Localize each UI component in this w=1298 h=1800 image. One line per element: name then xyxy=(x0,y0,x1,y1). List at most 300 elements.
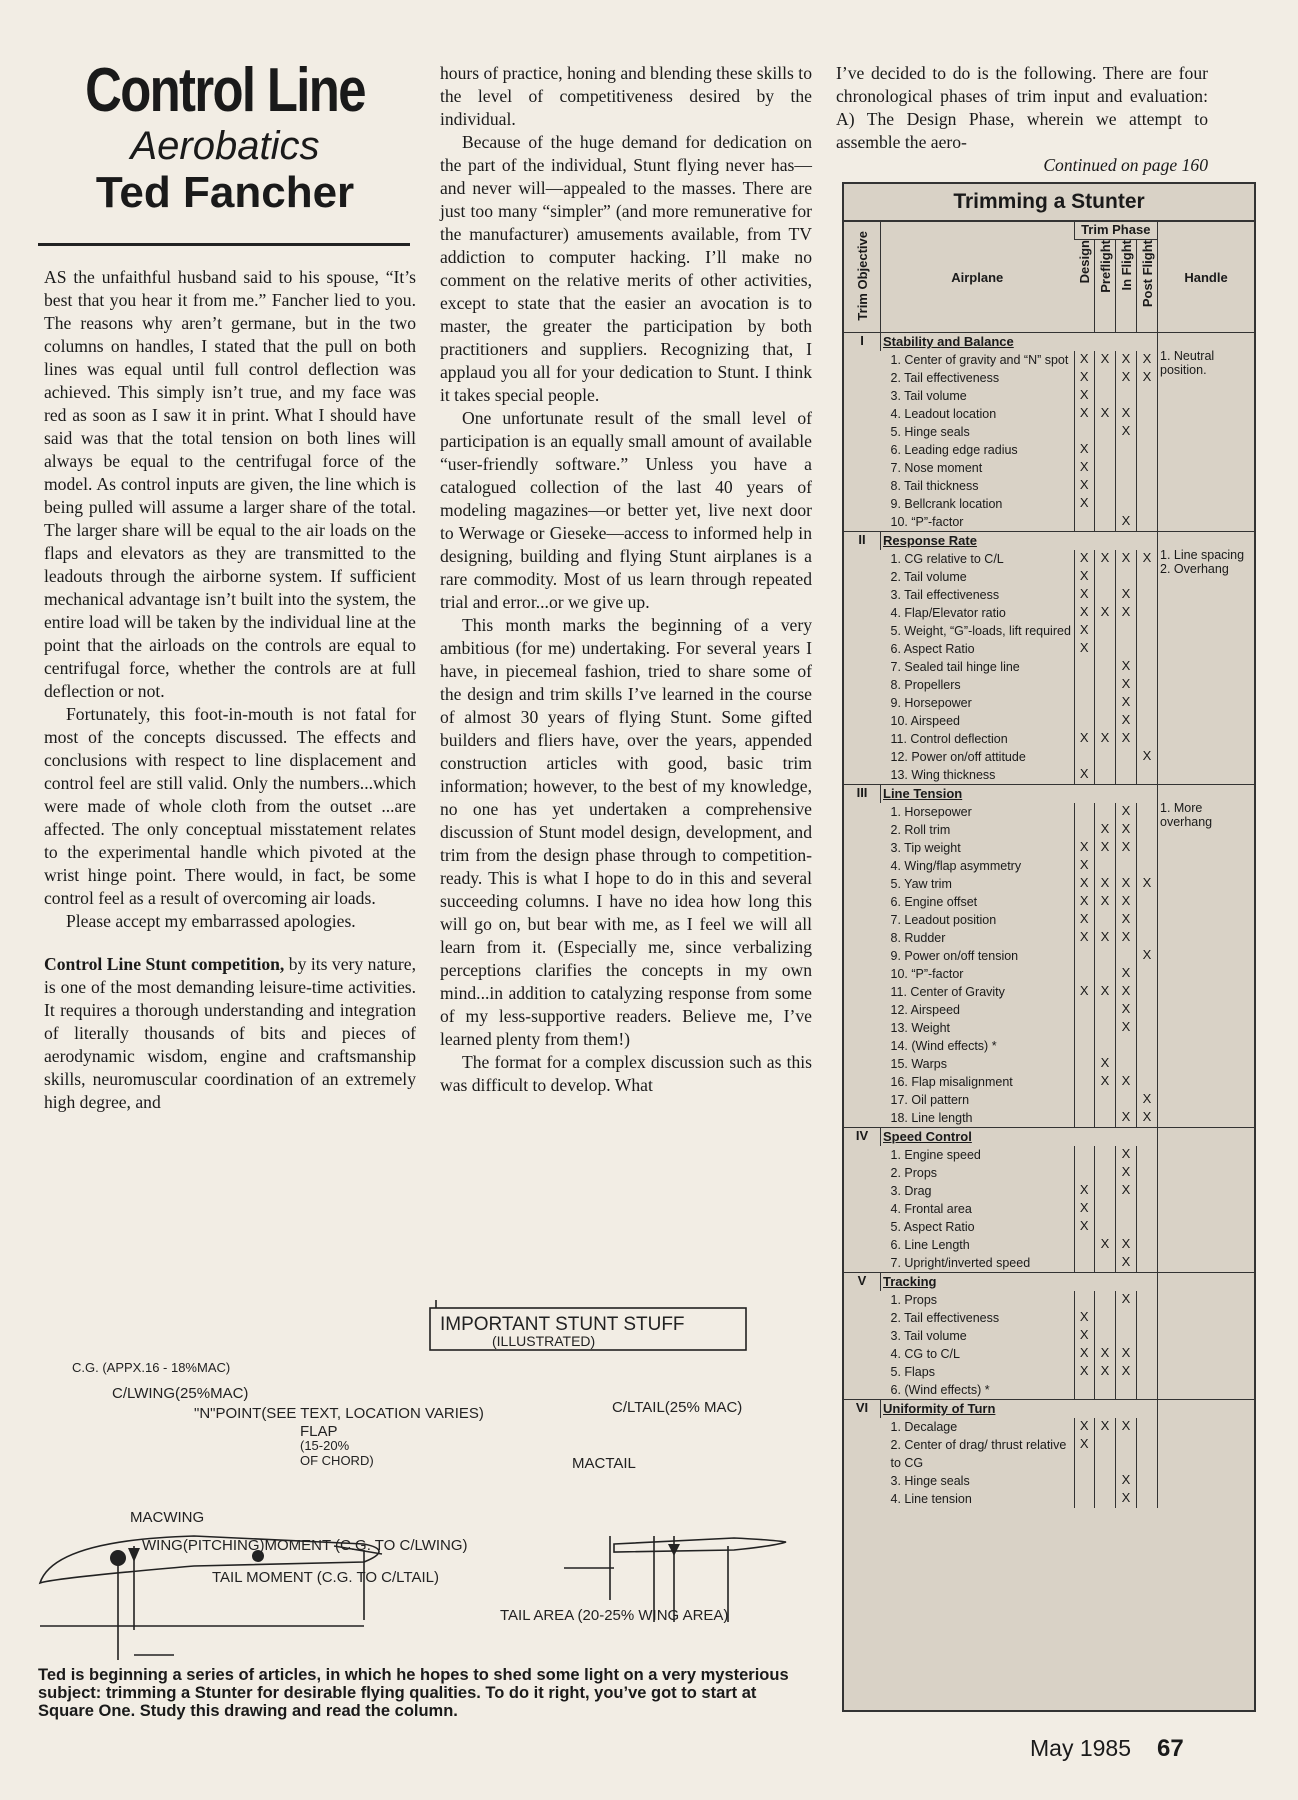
row-label: 5. Yaw trim xyxy=(890,877,952,891)
phase-mark: X xyxy=(1116,1164,1137,1182)
phase-mark: X xyxy=(1116,658,1137,676)
phase-mark xyxy=(1095,1218,1116,1236)
row-label: 1. Decalage xyxy=(890,1420,958,1434)
phase-mark xyxy=(1137,1381,1158,1400)
row-label: 5. Weight, “G”-loads, lift required xyxy=(890,624,1071,638)
phase-mark: X xyxy=(1095,1345,1116,1363)
table-section xyxy=(844,1273,1254,1292)
phase-mark xyxy=(1116,1436,1137,1472)
phase-mark xyxy=(1137,893,1158,911)
table-section xyxy=(844,532,1254,551)
row-label: 6. Aspect Ratio xyxy=(890,642,975,656)
phase-mark xyxy=(1074,1073,1095,1091)
issue-date: May 1985 xyxy=(1030,1735,1132,1761)
box-title: IMPORTANT STUNT STUFF xyxy=(440,1314,685,1335)
phase-mark: X xyxy=(1116,1490,1137,1508)
row-label: 7. Nose moment xyxy=(890,461,983,475)
row-label: 8. Rudder xyxy=(890,931,946,945)
row-label: 11. Control deflection xyxy=(890,732,1008,746)
row-label: 5. Flaps xyxy=(890,1365,935,1379)
phase-mark xyxy=(1095,369,1116,387)
phase-mark xyxy=(1095,441,1116,459)
section-number: VI xyxy=(844,1400,881,1509)
phase-mark: X xyxy=(1074,405,1095,423)
row-label: 3. Tail volume xyxy=(890,1329,967,1343)
phase-mark: X xyxy=(1116,1109,1137,1128)
row-label: 10. Airspeed xyxy=(890,714,960,728)
phase-mark xyxy=(1137,423,1158,441)
phase-mark xyxy=(1074,803,1095,821)
phase-mark xyxy=(1137,1291,1158,1309)
phase-mark xyxy=(1095,513,1116,532)
phase-mark: X xyxy=(1095,1236,1116,1254)
row-label: 1. Engine speed xyxy=(890,1148,981,1162)
cl-wing-symbol xyxy=(128,1548,140,1562)
phase-mark: X xyxy=(1074,550,1095,568)
phase-mark xyxy=(1074,821,1095,839)
phase-mark xyxy=(1116,477,1137,495)
phase-mark xyxy=(1095,495,1116,513)
phase-mark: X xyxy=(1074,1327,1095,1345)
page-number: 67 xyxy=(1157,1735,1184,1762)
phase-mark xyxy=(1116,1327,1137,1345)
header-preflight: Preflight xyxy=(1095,240,1116,333)
phase-mark xyxy=(1095,622,1116,640)
phase-mark xyxy=(1116,1037,1137,1055)
header-inflight: In Flight xyxy=(1116,240,1137,333)
row-label: 9. Horsepower xyxy=(890,696,972,710)
phase-mark: X xyxy=(1116,1182,1137,1200)
phase-mark: X xyxy=(1116,1418,1137,1436)
row-label: 4. CG to C/L xyxy=(890,1347,960,1361)
phase-mark xyxy=(1095,1309,1116,1327)
phase-mark: X xyxy=(1074,495,1095,513)
column-3 xyxy=(836,62,1208,177)
phase-mark xyxy=(1116,766,1137,785)
phase-mark xyxy=(1095,658,1116,676)
table-section xyxy=(844,785,1254,804)
phase-mark xyxy=(1137,911,1158,929)
phase-mark: X xyxy=(1074,730,1095,748)
section-number: V xyxy=(844,1273,881,1400)
column-1 xyxy=(44,266,416,1114)
phase-mark xyxy=(1137,622,1158,640)
phase-mark xyxy=(1095,1037,1116,1055)
section-handle: 1. Line spacing 2. Overhang xyxy=(1158,532,1255,785)
phase-mark xyxy=(1095,568,1116,586)
phase-mark: X xyxy=(1095,839,1116,857)
section-title: Uniformity of Turn xyxy=(881,1400,1158,1419)
phase-mark: X xyxy=(1074,640,1095,658)
row-label: 4. Flap/Elevator ratio xyxy=(890,606,1006,620)
title: Control Line xyxy=(85,56,365,125)
phase-mark xyxy=(1137,1200,1158,1218)
phase-mark: X xyxy=(1116,586,1137,604)
phase-mark xyxy=(1116,459,1137,477)
column-2 xyxy=(440,62,812,1097)
section-title: Tracking xyxy=(881,1273,1158,1292)
phase-mark xyxy=(1095,911,1116,929)
row-label: 6. Engine offset xyxy=(890,895,978,909)
caption: Ted is beginning a series of articles, in which he hopes to shed some light on a very mysterious subject: trimming a Stunter for desirable flying qualities. To do it right, you’ve got to start at Square One. Study this drawing and read the column. xyxy=(38,1666,789,1720)
row-label: 18. Line length xyxy=(890,1111,973,1125)
phase-mark xyxy=(1095,459,1116,477)
paragraph: Because of the huge demand for dedication on the part of the individual, Stunt flying never has—and never will—appealed to the masses. There are just too many “simpler” (and more remunerative for the manufacturer) amusements available, from TV addiction to computer hacking. I’ll make no comment on the relative merits of other activities, except to state that the easier an avocation is to master, the greater the participation by both practitioners and suppliers. Recognizing that, I applaud you all for your dedication to Stunt. I think it takes special people. xyxy=(440,132,812,405)
phase-mark: X xyxy=(1095,821,1116,839)
phase-mark: X xyxy=(1074,369,1095,387)
header-phase: Trim Phase xyxy=(1074,222,1158,240)
phase-mark xyxy=(1137,640,1158,658)
phase-mark: X xyxy=(1074,1200,1095,1218)
phase-mark xyxy=(1074,1091,1095,1109)
phase-mark: X xyxy=(1137,369,1158,387)
phase-mark xyxy=(1137,387,1158,405)
phase-mark xyxy=(1137,1254,1158,1273)
phase-mark: X xyxy=(1137,351,1158,369)
phase-mark: X xyxy=(1074,1345,1095,1363)
phase-mark: X xyxy=(1116,604,1137,622)
phase-mark xyxy=(1137,495,1158,513)
phase-mark: X xyxy=(1074,1182,1095,1200)
phase-mark: X xyxy=(1095,929,1116,947)
phase-mark xyxy=(1137,1345,1158,1363)
phase-mark xyxy=(1116,1091,1137,1109)
phase-mark: X xyxy=(1116,1254,1137,1273)
section-number: IV xyxy=(844,1128,881,1273)
phase-mark xyxy=(1074,1236,1095,1254)
row-label: 4. Line tension xyxy=(890,1492,972,1506)
phase-mark: X xyxy=(1137,1109,1158,1128)
phase-mark xyxy=(1074,676,1095,694)
phase-mark xyxy=(1137,658,1158,676)
phase-mark xyxy=(1116,857,1137,875)
phase-mark xyxy=(1137,1164,1158,1182)
phase-mark xyxy=(1074,1055,1095,1073)
phase-mark xyxy=(1137,983,1158,1001)
phase-mark: X xyxy=(1137,550,1158,568)
phase-mark xyxy=(1095,1001,1116,1019)
phase-mark xyxy=(1074,1019,1095,1037)
section-handle xyxy=(1158,1273,1255,1400)
phase-mark xyxy=(1137,694,1158,712)
tail-area-label: TAIL AREA (20-25% WING AREA) xyxy=(500,1607,729,1624)
phase-mark xyxy=(1116,640,1137,658)
header-airplane: Airplane xyxy=(881,222,1075,333)
title-rule xyxy=(38,243,410,246)
phase-mark xyxy=(1116,1200,1137,1218)
phase-mark xyxy=(1137,1182,1158,1200)
phase-mark xyxy=(1137,1309,1158,1327)
row-label: 2. Tail effectiveness xyxy=(890,371,1000,385)
phase-mark: X xyxy=(1116,875,1137,893)
row-label: 8. Propellers xyxy=(890,678,961,692)
cl-wing-label: C/LWING(25%MAC) xyxy=(112,1385,249,1402)
phase-mark xyxy=(1074,1381,1095,1400)
row-label: 2. Center of drag/ thrust relative to CG xyxy=(890,1438,1067,1470)
phase-mark: X xyxy=(1074,893,1095,911)
phase-mark xyxy=(1095,1164,1116,1182)
table-body xyxy=(844,222,1254,1508)
phase-mark: X xyxy=(1095,1055,1116,1073)
phase-mark: X xyxy=(1137,1091,1158,1109)
section-number: III xyxy=(844,785,881,1128)
phase-mark: X xyxy=(1116,369,1137,387)
phase-mark xyxy=(1137,513,1158,532)
section-handle: 1. Neutral position. xyxy=(1158,333,1255,532)
phase-mark xyxy=(1095,712,1116,730)
phase-mark: X xyxy=(1116,694,1137,712)
row-label: 8. Tail thickness xyxy=(890,479,979,493)
phase-mark: X xyxy=(1074,1309,1095,1327)
phase-mark xyxy=(1074,1291,1095,1309)
phase-mark xyxy=(1074,1146,1095,1164)
row-label: 2. Tail effectiveness xyxy=(890,1311,1000,1325)
phase-mark xyxy=(1074,965,1095,983)
phase-mark xyxy=(1116,568,1137,586)
phase-mark: X xyxy=(1095,405,1116,423)
row-label: 2. Tail volume xyxy=(890,570,967,584)
phase-mark xyxy=(1095,477,1116,495)
row-label: 6. Line Length xyxy=(890,1238,970,1252)
row-label: 16. Flap misalignment xyxy=(890,1075,1013,1089)
row-label: 7. Leadout position xyxy=(890,913,997,927)
paragraph: One unfortunate result of the small level of participation is an equally small amount of available “user-friendly software.” Unless you have a catalogued collection of the last 40 years of modeling magazines—or better yet, live next door to Werwage or Gieseke—access to informed help in designing, building and flying Stunt airplanes is a rare commodity. Most of us learn through repeated trial and error...or we give up. xyxy=(440,408,812,612)
phase-mark: X xyxy=(1074,857,1095,875)
phase-mark: X xyxy=(1074,839,1095,857)
phase-mark: X xyxy=(1116,839,1137,857)
phase-mark xyxy=(1137,965,1158,983)
phase-mark xyxy=(1137,1037,1158,1055)
aircraft-diagram xyxy=(34,1300,824,1660)
phase-mark xyxy=(1137,459,1158,477)
phase-mark: X xyxy=(1116,1019,1137,1037)
row-label: 6. Leading edge radius xyxy=(890,443,1018,457)
phase-mark: X xyxy=(1074,586,1095,604)
phase-mark xyxy=(1116,748,1137,766)
phase-mark: X xyxy=(1074,441,1095,459)
table-section xyxy=(844,333,1254,352)
paragraph: Fortunately, this foot-in-mouth is not fatal for most of the concepts discussed. The effects and conclusions with respect to line displacement and control feel are still valid. Only the numbers...which were made of whole cloth from the outset ...are affected. The only conceptual misstatement relates to the experimental handle which pivoted at the wrist hinge point. There would, in fact, be some control feel as a result of overcoming air loads. xyxy=(44,704,416,908)
row-label: 1. Props xyxy=(890,1293,938,1307)
phase-mark xyxy=(1137,405,1158,423)
phase-mark: X xyxy=(1074,477,1095,495)
phase-mark xyxy=(1137,586,1158,604)
phase-mark xyxy=(1116,495,1137,513)
phase-mark xyxy=(1074,947,1095,965)
row-label: 3. Tail volume xyxy=(890,389,967,403)
phase-mark xyxy=(1074,1472,1095,1490)
row-label: 12. Power on/off attitude xyxy=(890,750,1026,764)
phase-mark xyxy=(1116,947,1137,965)
row-label: 13. Wing thickness xyxy=(890,768,996,782)
section-handle xyxy=(1158,1400,1255,1509)
phase-mark xyxy=(1137,857,1158,875)
table-title: Trimming a Stunter xyxy=(844,184,1254,222)
table-section xyxy=(844,1128,1254,1147)
phase-mark xyxy=(1074,694,1095,712)
phase-mark: X xyxy=(1074,351,1095,369)
phase-mark: X xyxy=(1116,1236,1137,1254)
lead-in: Control Line Stunt competition, xyxy=(44,954,285,974)
phase-mark xyxy=(1095,694,1116,712)
header-design: Design xyxy=(1076,240,1092,284)
phase-mark: X xyxy=(1074,1418,1095,1436)
phase-mark xyxy=(1074,1109,1095,1128)
phase-mark: X xyxy=(1137,947,1158,965)
phase-mark xyxy=(1137,676,1158,694)
row-label: 4. Frontal area xyxy=(890,1202,972,1216)
phase-mark xyxy=(1137,1418,1158,1436)
row-label: 1. Center of gravity and “N” spot xyxy=(890,353,1069,367)
row-label: 9. Bellcrank location xyxy=(890,497,1003,511)
phase-mark: X xyxy=(1074,604,1095,622)
header-objective: Trim Objective xyxy=(854,230,870,321)
phase-mark xyxy=(1095,1254,1116,1273)
phase-mark xyxy=(1137,1001,1158,1019)
phase-mark: X xyxy=(1116,550,1137,568)
phase-mark xyxy=(1095,1327,1116,1345)
phase-mark xyxy=(1137,712,1158,730)
phase-mark: X xyxy=(1116,423,1137,441)
phase-mark xyxy=(1095,676,1116,694)
phase-mark: X xyxy=(1095,893,1116,911)
phase-mark xyxy=(1095,586,1116,604)
phase-mark xyxy=(1095,1200,1116,1218)
phase-mark: X xyxy=(1116,1363,1137,1381)
phase-mark xyxy=(1095,1146,1116,1164)
phase-mark xyxy=(1074,1001,1095,1019)
section-number: I xyxy=(844,333,881,532)
row-label: 14. (Wind effects) * xyxy=(890,1039,997,1053)
phase-mark xyxy=(1116,1309,1137,1327)
phase-mark: X xyxy=(1074,1363,1095,1381)
phase-mark: X xyxy=(1116,821,1137,839)
wing-moment-label: WING(PITCHING)MOMENT (C.G. TO C/LWING) xyxy=(142,1537,468,1554)
phase-mark: X xyxy=(1074,766,1095,785)
row-label: 3. Tail effectiveness xyxy=(890,588,1000,602)
phase-mark: X xyxy=(1095,550,1116,568)
phase-mark xyxy=(1137,803,1158,821)
row-label: 15. Warps xyxy=(890,1057,948,1071)
phase-mark xyxy=(1137,1472,1158,1490)
row-label: 6. (Wind effects) * xyxy=(890,1383,990,1397)
phase-mark: X xyxy=(1074,387,1095,405)
phase-mark: X xyxy=(1116,676,1137,694)
phase-mark xyxy=(1137,1019,1158,1037)
row-label: 11. Center of Gravity xyxy=(890,985,1005,999)
phase-mark xyxy=(1137,730,1158,748)
phase-mark xyxy=(1116,387,1137,405)
mac-tail-label: MACTAIL xyxy=(572,1455,636,1472)
phase-mark xyxy=(1095,1381,1116,1400)
phase-mark xyxy=(1137,1236,1158,1254)
phase-mark xyxy=(1137,1327,1158,1345)
flap-label-3: OF CHORD) xyxy=(300,1453,374,1468)
phase-mark xyxy=(1095,1436,1116,1472)
phase-mark: X xyxy=(1116,1345,1137,1363)
phase-mark: X xyxy=(1074,1436,1095,1472)
phase-mark: X xyxy=(1095,730,1116,748)
phase-mark: X xyxy=(1116,1073,1137,1091)
paragraph: The format for a complex discussion such as this was difficult to develop. What xyxy=(440,1052,812,1095)
section-handle xyxy=(1158,1128,1255,1273)
paragraph: hours of practice, honing and blending these skills to the level of competitiveness desired by the individual. xyxy=(440,63,812,129)
trim-table xyxy=(842,182,1256,1712)
phase-mark xyxy=(1074,658,1095,676)
row-label: 4. Wing/flap asymmetry xyxy=(890,859,1022,873)
phase-mark xyxy=(1095,423,1116,441)
row-label: 17. Oil pattern xyxy=(890,1093,970,1107)
row-label: 10. “P”-factor xyxy=(890,967,964,981)
header-postflight: Post Flight xyxy=(1137,240,1158,333)
row-label: 3. Hinge seals xyxy=(890,1474,970,1488)
phase-mark xyxy=(1137,441,1158,459)
phase-mark: X xyxy=(1095,351,1116,369)
flap-label: FLAP xyxy=(300,1423,338,1440)
phase-mark xyxy=(1074,1164,1095,1182)
phase-mark xyxy=(1137,839,1158,857)
phase-mark xyxy=(1095,387,1116,405)
phase-mark xyxy=(1137,1363,1158,1381)
phase-mark xyxy=(1137,1055,1158,1073)
phase-mark xyxy=(1074,712,1095,730)
row-label: 4. Leadout location xyxy=(890,407,997,421)
section-title: Speed Control xyxy=(881,1128,1158,1147)
title-block xyxy=(38,58,412,218)
phase-mark xyxy=(1095,640,1116,658)
phase-mark: X xyxy=(1116,351,1137,369)
paragraph: Please accept my embarrassed apologies. xyxy=(66,911,356,931)
cg-label: C.G. (APPX.16 - 18%MAC) xyxy=(72,1360,231,1375)
phase-mark xyxy=(1095,748,1116,766)
phase-mark xyxy=(1095,766,1116,785)
phase-mark xyxy=(1116,1055,1137,1073)
phase-mark xyxy=(1137,604,1158,622)
row-label: 2. Props xyxy=(890,1166,938,1180)
mac-wing-label: MACWING xyxy=(130,1509,205,1526)
row-label: 9. Power on/off tension xyxy=(890,949,1019,963)
phase-mark: X xyxy=(1074,875,1095,893)
phase-mark xyxy=(1095,1091,1116,1109)
cg-symbol xyxy=(110,1550,126,1566)
phase-mark xyxy=(1095,965,1116,983)
phase-mark: X xyxy=(1074,1218,1095,1236)
phase-mark: X xyxy=(1116,929,1137,947)
phase-mark xyxy=(1137,477,1158,495)
phase-mark: X xyxy=(1116,983,1137,1001)
phase-mark: X xyxy=(1137,748,1158,766)
row-label: 3. Tip weight xyxy=(890,841,961,855)
phase-mark: X xyxy=(1137,875,1158,893)
phase-mark: X xyxy=(1116,1001,1137,1019)
phase-mark xyxy=(1074,1254,1095,1273)
phase-mark xyxy=(1137,1218,1158,1236)
box-subtitle: (ILLUSTRATED) xyxy=(492,1333,596,1349)
phase-mark xyxy=(1137,821,1158,839)
phase-mark xyxy=(1095,947,1116,965)
phase-mark xyxy=(1137,1490,1158,1508)
phase-mark xyxy=(1095,803,1116,821)
phase-mark: X xyxy=(1095,1363,1116,1381)
phase-mark: X xyxy=(1095,875,1116,893)
phase-mark xyxy=(1116,1218,1137,1236)
phase-mark: X xyxy=(1095,1073,1116,1091)
row-label: 13. Weight xyxy=(890,1021,951,1035)
cl-tail-label: C/LTAIL(25% MAC) xyxy=(612,1399,743,1416)
phase-mark: X xyxy=(1074,459,1095,477)
section-title: Response Rate xyxy=(881,532,1158,551)
row-label: 5. Aspect Ratio xyxy=(890,1220,975,1234)
